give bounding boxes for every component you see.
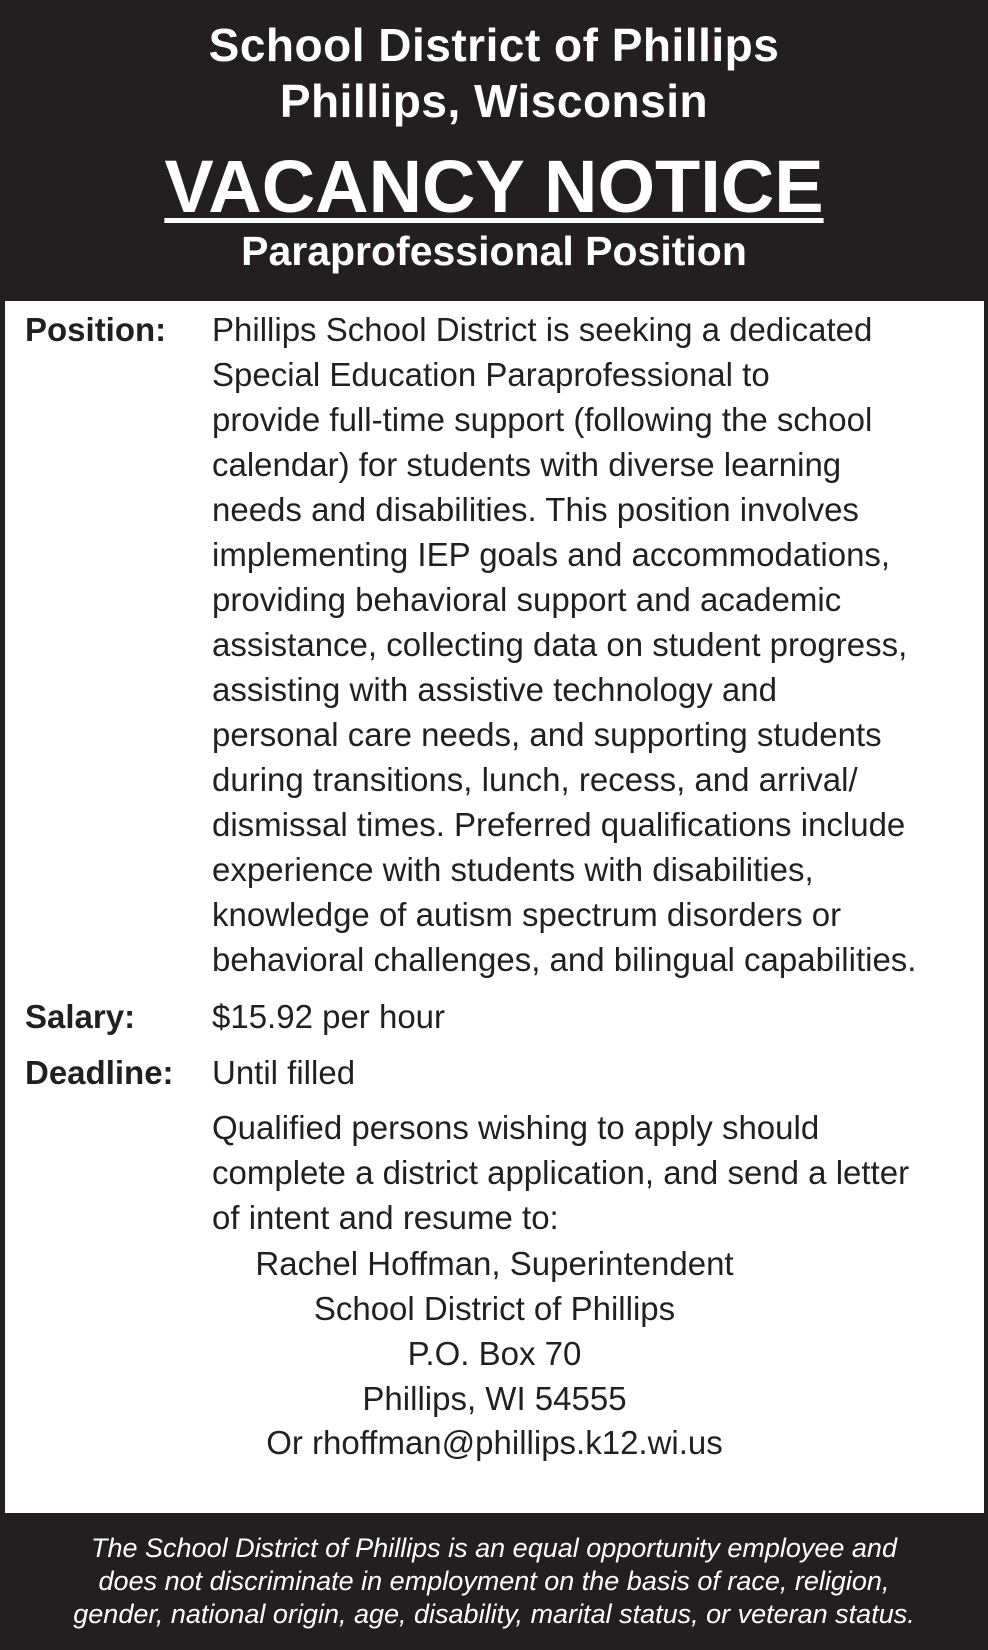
contact-email[interactable]: Or rhoffman@phillips.k12.wi.us <box>266 1424 723 1461</box>
position-line: experience with students with disabilities, <box>212 851 814 888</box>
district-name: School District of Phillips <box>208 19 780 71</box>
instruction-line: Qualified persons wishing to apply should <box>212 1109 820 1146</box>
application-instructions-text <box>212 1105 972 1240</box>
instruction-line: complete a district application, and send a letter <box>212 1154 910 1191</box>
contact-po-box: P.O. Box 70 <box>407 1335 582 1372</box>
salary-label: Salary: <box>25 998 136 1035</box>
footer-line: gender, national origin, age, disability, marital status, or veteran status. <box>73 1599 915 1629</box>
deadline-label: Deadline: <box>25 1054 174 1091</box>
position-line: needs and disabilities. This position involves <box>212 491 859 528</box>
district-location: Phillips, Wisconsin <box>279 75 709 127</box>
notice-body <box>5 301 984 1513</box>
position-line: implementing IEP goals and accommodations, <box>212 536 891 573</box>
position-line: assisting with assistive technology and <box>212 671 777 708</box>
instruction-line: of intent and resume to: <box>212 1199 559 1236</box>
equal-opportunity-statement <box>0 1532 988 1631</box>
footer-line: The School District of Phillips is an equal opportunity employee and <box>91 1533 897 1563</box>
contact-city: Phillips, WI 54555 <box>362 1380 627 1417</box>
position-line: providing behavioral support and academic <box>212 581 842 618</box>
position-label: Position: <box>25 311 167 348</box>
position-line: calendar) for students with diverse learning <box>212 446 842 483</box>
deadline-value: Until filled <box>212 1054 356 1091</box>
notice-header <box>0 0 988 300</box>
position-line: Special Education Paraprofessional to <box>212 356 770 393</box>
position-line: personal care needs, and supporting students <box>212 716 882 753</box>
notice-title <box>0 145 988 229</box>
position-line: Phillips School District is seeking a dedicated <box>212 311 873 348</box>
position-line: knowledge of autism spectrum disorders or <box>212 896 842 933</box>
salary-value: $15.92 per hour <box>212 998 446 1035</box>
position-line: during transitions, lunch, recess, and arrival/ <box>212 761 858 798</box>
position-line: dismissal times. Preferred qualifications include <box>212 806 906 843</box>
position-line: provide full-time support (following the school <box>212 401 873 438</box>
position-title: Paraprofessional Position <box>241 228 747 274</box>
position-line: assistance, collecting data on student progress, <box>212 626 908 663</box>
position-description <box>212 307 972 982</box>
footer-line: does not discriminate in employment on the basis of race, religion, <box>98 1566 890 1596</box>
notice-title-text: VACANCY NOTICE <box>164 145 824 228</box>
contact-name: Rachel Hoffman, Superintendent <box>255 1245 734 1282</box>
position-line: behavioral challenges, and bilingual capabilities. <box>212 941 917 978</box>
contact-organization: School District of Phillips <box>313 1290 676 1327</box>
